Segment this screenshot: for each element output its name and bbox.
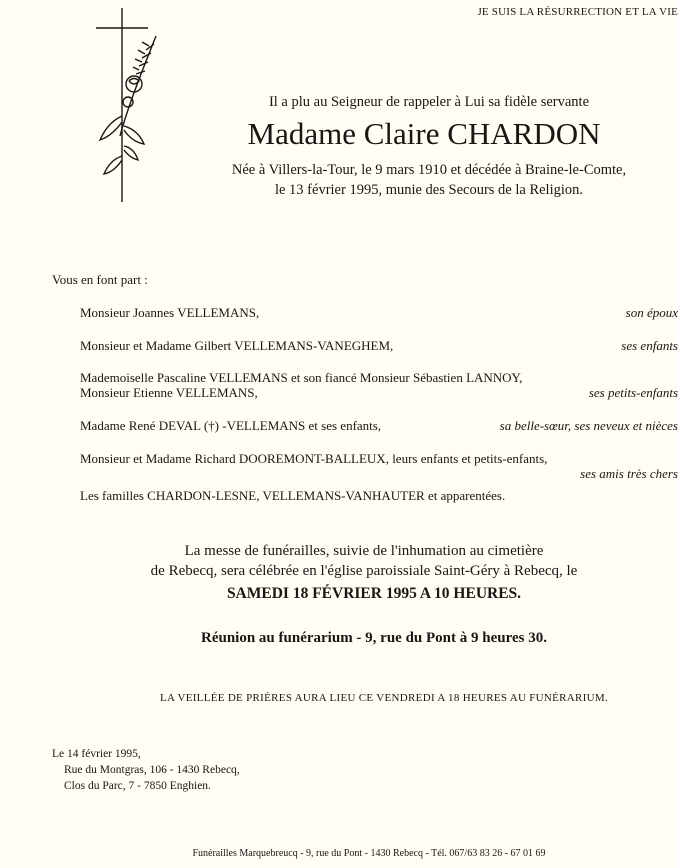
address-block — [52, 746, 240, 794]
birth-death-line: Née à Villers-la-Tour, le 9 mars 1910 et décédée à Braine-le-Comte, — [231, 162, 627, 178]
mourner-relation: son époux — [625, 305, 678, 320]
mourner-relation: ses enfants — [621, 338, 678, 353]
mourner-name: Monsieur et Madame Richard DOOREMONT-BALLEUX, leurs enfants et petits-enfants, — [80, 451, 548, 466]
mourner-relation: sa belle-sœur, ses neveux et nièces — [499, 418, 678, 433]
announce-label: Vous en font part : — [52, 272, 148, 287]
reunion-info: Réunion au funérarium - 9, rue du Pont à 9 heures 30. — [201, 630, 547, 646]
mourner-name: Mademoiselle Pascaline VELLEMANS et son fiancé Monsieur Sébastien LANNOY, — [80, 370, 523, 385]
epigraph: JE SUIS LA RÉSURRECTION ET LA VIE — [477, 6, 678, 18]
mourner-relation: ses petits-enfants — [588, 385, 678, 400]
funeral-line: de Rebecq, sera célébrée en l'église paroissiale Saint-Géry à Rebecq, le — [150, 563, 578, 579]
mourner-name: Monsieur Joannes VELLEMANS, — [80, 305, 260, 320]
mourner-row — [80, 305, 678, 321]
mourner-row — [80, 338, 678, 354]
deceased-name: Madame Claire CHARDON — [247, 116, 601, 151]
funeral-date: SAMEDI 18 FÉVRIER 1995 A 10 HEURES. — [226, 585, 522, 602]
mourner-row — [80, 488, 678, 504]
mourner-name: Madame René DEVAL (†) -VELLEMANS et ses enfants, — [80, 418, 382, 433]
funeral-line: La messe de funérailles, suivie de l'inhumation au cimetière — [184, 543, 544, 559]
footer-funeral-home: Funérailles Marquebreucq - 9, rue du Pont - 1430 Rebecq - Tél. 067/63 83 26 - 67 01 69 — [192, 848, 546, 859]
mourner-name: Les familles CHARDON-LESNE, VELLEMANS-VANHAUTER et apparentées. — [80, 488, 506, 503]
birth-death-line: le 13 février 1995, munie des Secours de la Religion. — [274, 182, 584, 198]
address-line: Rue du Montgras, 106 - 1430 Rebecq, — [64, 764, 240, 776]
mourner-name: Monsieur et Madame Gilbert VELLEMANS-VANEGHEM, — [80, 338, 394, 353]
mourner-row — [80, 418, 678, 434]
vigil-info: LA VEILLÉE DE PRIÈRES AURA LIEU CE VENDREDI A 18 HEURES AU FUNÉRARIUM. — [159, 692, 609, 704]
intro-text: Il a plu au Seigneur de rappeler à Lui sa fidèle servante — [268, 94, 590, 110]
mourner-name: Monsieur Etienne VELLEMANS, — [80, 385, 258, 400]
address-date: Le 14 février 1995, — [52, 748, 141, 760]
mourner-row — [80, 451, 678, 481]
mourner-relation: ses amis très chers — [580, 466, 678, 481]
address-line: Clos du Parc, 7 - 7850 Enghien. — [64, 780, 211, 792]
funeral-info — [0, 541, 678, 581]
mourner-row — [80, 370, 678, 400]
birth-death-info — [0, 160, 678, 200]
